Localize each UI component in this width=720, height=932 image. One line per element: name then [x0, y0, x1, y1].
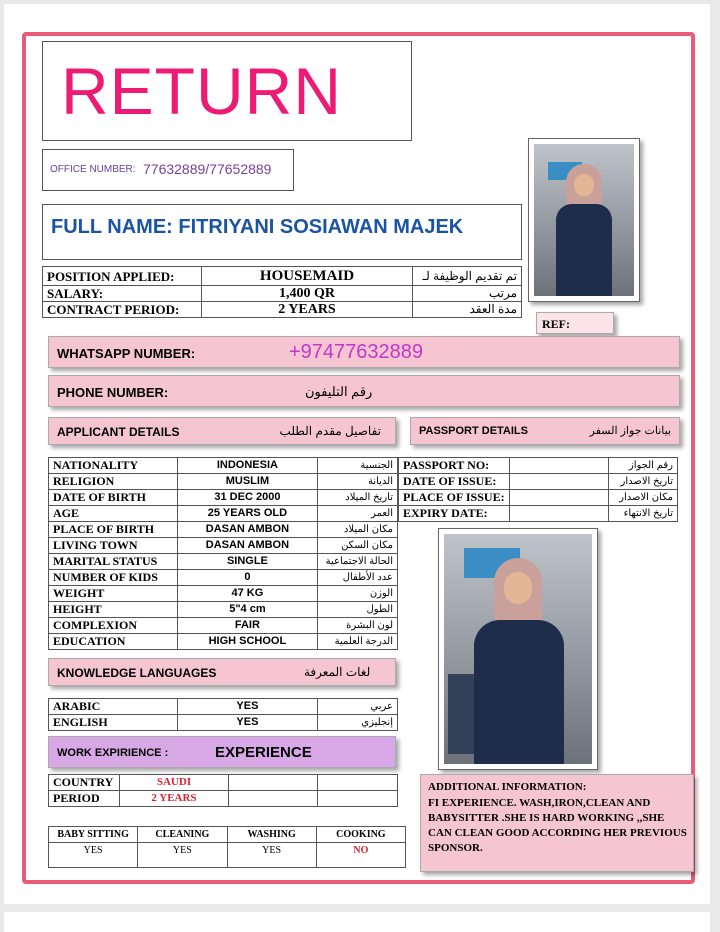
applicant-field-ar: الجنسية — [317, 458, 397, 474]
table-row — [49, 775, 398, 791]
applicant-details-header — [48, 417, 396, 445]
applicant-field-label: COMPLEXION — [49, 618, 178, 634]
table-row — [49, 827, 406, 843]
applicant-field-label: PLACE OF BIRTH — [49, 522, 178, 538]
salary-ar: مرتب — [413, 286, 522, 302]
passport-field-ar: مكان الاصدار — [609, 490, 678, 506]
phone-label: PHONE NUMBER: — [57, 385, 169, 400]
skill-header: CLEANING — [138, 827, 227, 843]
table-row — [49, 602, 398, 618]
applicant-field-label: HEIGHT — [49, 602, 178, 618]
applicant-field-value: 47 KG — [178, 586, 317, 602]
passport-field-label: PLACE OF ISSUE: — [399, 490, 510, 506]
salary-label: SALARY: — [43, 286, 202, 302]
work-experience-label: WORK EXPIRIENCE : — [57, 747, 169, 759]
languages-ar: لغات المعرفة — [304, 665, 371, 679]
passport-details-label: PASSPORT DETAILS — [419, 425, 528, 437]
passport-field-value — [509, 506, 609, 522]
applicant-field-ar: العمر — [317, 506, 397, 522]
next-page-edge — [4, 912, 710, 932]
applicant-details-ar: تفاصيل مقدم الطلب — [279, 424, 381, 438]
passport-field-ar: تاريخ الاصدار — [609, 474, 678, 490]
skill-header: BABY SITTING — [49, 827, 138, 843]
office-number-box — [42, 149, 294, 191]
additional-info-title: ADDITIONAL INFORMATION: — [428, 781, 587, 793]
applicant-field-ar: الديانة — [317, 474, 397, 490]
table-row — [43, 286, 522, 302]
office-number-value: 77632889/77652889 — [143, 161, 272, 177]
phone-ar: رقم التليفون — [305, 384, 373, 399]
salary-value: 1,400 QR — [202, 286, 413, 302]
skill-value: NO — [316, 843, 405, 868]
applicant-field-label: LIVING TOWN — [49, 538, 178, 554]
table-row — [49, 791, 398, 807]
skill-header: COOKING — [316, 827, 405, 843]
languages-table — [48, 698, 398, 731]
applicant-field-value: 31 DEC 2000 — [178, 490, 317, 506]
table-row — [399, 474, 678, 490]
experience-table — [48, 774, 398, 807]
applicant-field-ar: الوزن — [317, 586, 397, 602]
language-value: YES — [178, 699, 317, 715]
job-table — [42, 266, 522, 318]
table-row — [49, 490, 398, 506]
passport-field-label: EXPIRY DATE: — [399, 506, 510, 522]
applicant-photo-large — [438, 528, 598, 770]
table-row — [43, 302, 522, 318]
contract-label: CONTRACT PERIOD: — [43, 302, 202, 318]
passport-field-value — [509, 474, 609, 490]
language-value: YES — [178, 715, 317, 731]
applicant-field-label: RELIGION — [49, 474, 178, 490]
table-row — [43, 267, 522, 286]
applicant-field-value: HIGH SCHOOL — [178, 634, 317, 650]
whatsapp-value: +97477632889 — [289, 341, 424, 363]
experience-label: COUNTRY — [49, 775, 120, 791]
applicant-field-label: AGE — [49, 506, 178, 522]
passport-details-header — [410, 417, 680, 445]
skill-value: YES — [49, 843, 138, 868]
applicant-table — [48, 457, 398, 650]
page-title: RETURN — [61, 54, 342, 128]
languages-label: KNOWLEDGE LANGUAGES — [57, 666, 217, 680]
applicant-photo-small — [528, 138, 640, 302]
table-row — [49, 634, 398, 650]
applicant-field-value: DASAN AMBON — [178, 538, 317, 554]
passport-field-label: PASSPORT NO: — [399, 458, 510, 474]
table-row — [49, 522, 398, 538]
experience-empty-cell — [229, 791, 318, 807]
passport-field-value — [509, 490, 609, 506]
applicant-field-ar: لون البشرة — [317, 618, 397, 634]
language-ar: إنجليزي — [317, 715, 397, 731]
applicant-field-label: MARITAL STATUS — [49, 554, 178, 570]
contract-value: 2 YEARS — [202, 302, 413, 318]
applicant-field-value: DASAN AMBON — [178, 522, 317, 538]
language-label: ENGLISH — [49, 715, 178, 731]
position-label: POSITION APPLIED: — [43, 267, 202, 286]
applicant-field-ar: الحالة الاجتماعية — [317, 554, 397, 570]
applicant-field-label: DATE OF BIRTH — [49, 490, 178, 506]
applicant-field-label: EDUCATION — [49, 634, 178, 650]
table-row — [49, 699, 398, 715]
applicant-field-ar: مكان السكن — [317, 538, 397, 554]
full-name: FULL NAME: FITRIYANI SOSIAWAN MAJEK — [51, 216, 464, 238]
skill-value: YES — [138, 843, 227, 868]
language-label: ARABIC — [49, 699, 178, 715]
applicant-field-label: WEIGHT — [49, 586, 178, 602]
passport-field-ar: تاريخ الانتهاء — [609, 506, 678, 522]
experience-empty-cell — [318, 791, 398, 807]
experience-value: SAUDI — [120, 775, 229, 791]
applicant-field-ar: الطول — [317, 602, 397, 618]
skills-table — [48, 826, 406, 868]
passport-details-ar: بيانات جواز السفر — [589, 425, 671, 437]
passport-field-value — [509, 458, 609, 474]
table-row — [399, 506, 678, 522]
applicant-field-ar: مكان الميلاد — [317, 522, 397, 538]
language-ar: عربي — [317, 699, 397, 715]
applicant-field-value: MUSLIM — [178, 474, 317, 490]
experience-empty-cell — [318, 775, 398, 791]
position-ar: تم تقديم الوظيفة لـ — [413, 267, 522, 286]
applicant-field-value: 0 — [178, 570, 317, 586]
table-row — [399, 458, 678, 474]
languages-header — [48, 658, 396, 686]
position-value: HOUSEMAID — [202, 267, 413, 286]
table-row — [49, 474, 398, 490]
skill-header: WASHING — [227, 827, 316, 843]
applicant-field-ar: تاريخ الميلاد — [317, 490, 397, 506]
ref-label: REF: — [542, 317, 570, 331]
work-experience-header — [48, 736, 396, 768]
additional-info-box — [420, 774, 694, 872]
applicant-field-ar: عدد الأطفال — [317, 570, 397, 586]
table-row — [49, 554, 398, 570]
whatsapp-bar — [48, 336, 680, 368]
table-row — [49, 618, 398, 634]
table-row — [49, 570, 398, 586]
passport-table — [398, 457, 678, 522]
title-box — [42, 41, 412, 141]
additional-info-text: FI EXPERIENCE. WASH,IRON,CLEAN AND BABYSITTER .SHE IS HARD WORKING ,,SHE CAN CLEAN GOOD ACCORDING HER PREVIOUS SPONSOR. — [428, 797, 687, 854]
work-experience-value: EXPERIENCE — [215, 744, 312, 761]
table-row — [49, 586, 398, 602]
applicant-field-value: INDONESIA — [178, 458, 317, 474]
applicant-field-label: NUMBER OF KIDS — [49, 570, 178, 586]
table-row — [49, 458, 398, 474]
table-row — [49, 506, 398, 522]
experience-label: PERIOD — [49, 791, 120, 807]
full-name-box — [42, 204, 522, 260]
applicant-field-ar: الدرجة العلمية — [317, 634, 397, 650]
passport-field-ar: رقم الجواز — [609, 458, 678, 474]
applicant-details-label: APPLICANT DETAILS — [57, 425, 180, 439]
applicant-field-label: NATIONALITY — [49, 458, 178, 474]
table-row — [49, 843, 406, 868]
applicant-field-value: 5"4 cm — [178, 602, 317, 618]
cv-page — [4, 4, 710, 904]
phone-bar — [48, 375, 680, 407]
applicant-field-value: FAIR — [178, 618, 317, 634]
table-row — [399, 490, 678, 506]
experience-empty-cell — [229, 775, 318, 791]
passport-field-label: DATE OF ISSUE: — [399, 474, 510, 490]
skill-value: YES — [227, 843, 316, 868]
table-row — [49, 538, 398, 554]
office-number-label: OFFICE NUMBER: — [50, 164, 136, 175]
whatsapp-label: WHATSAPP NUMBER: — [57, 346, 196, 361]
contract-ar: مدة العقد — [413, 302, 522, 318]
table-row — [49, 715, 398, 731]
applicant-field-value: SINGLE — [178, 554, 317, 570]
ref-box — [536, 312, 614, 334]
experience-value: 2 YEARS — [120, 791, 229, 807]
applicant-field-value: 25 YEARS OLD — [178, 506, 317, 522]
